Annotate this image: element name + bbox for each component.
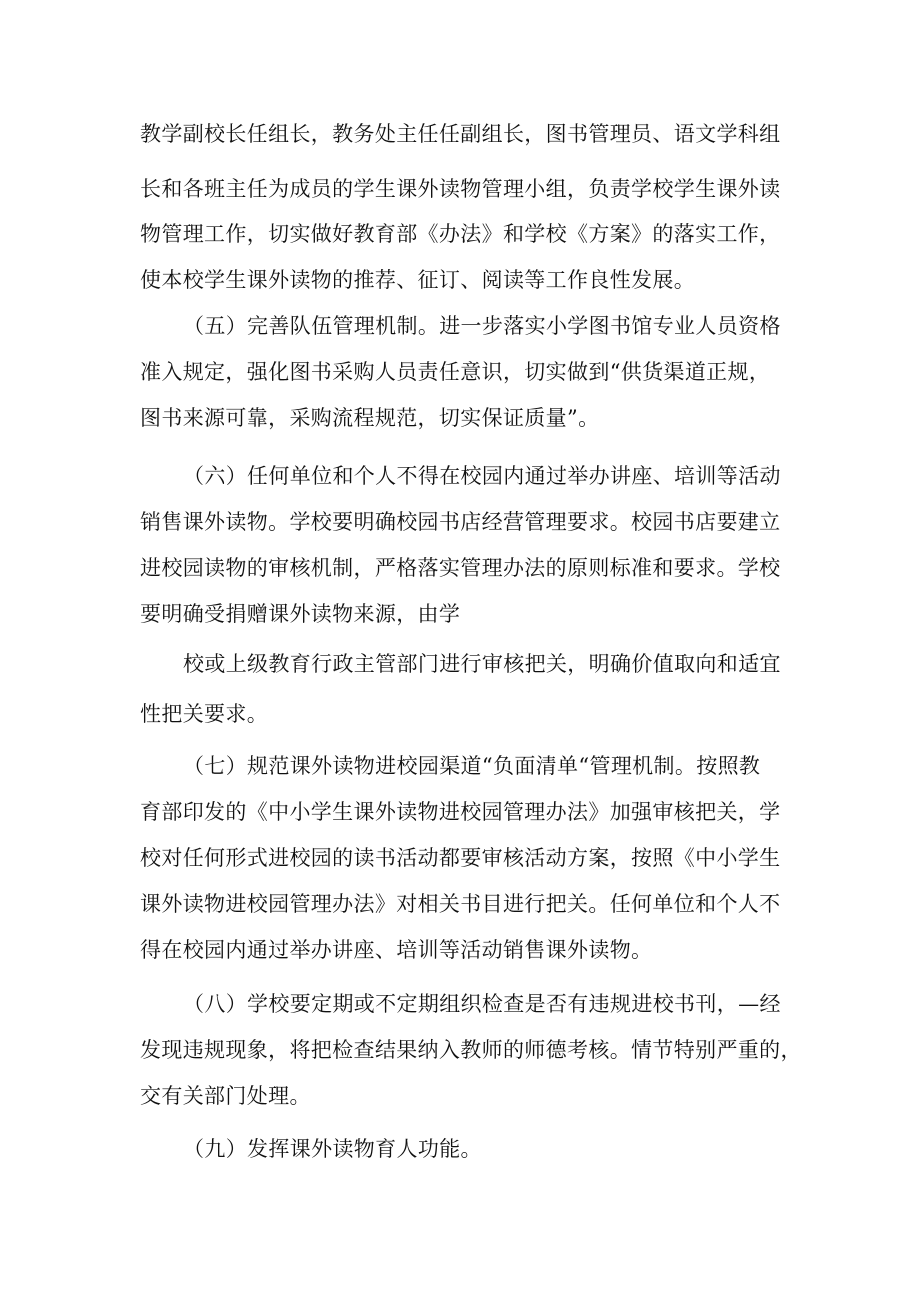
text-line: 使本校学生课外读物的推荐、征订、阅读等工作良性发展。 — [140, 268, 696, 292]
text-line: 校对任何形式进校园的读书活动都要审核活动方案，按照《中小学生 — [140, 846, 781, 870]
paragraph-eight-heading: （八）学校要定期或不定期组织检查是否有违规进校书刊，—经 — [183, 992, 781, 1016]
text-line: 得在校园内通过举办讲座、培训等活动销售课外读物。 — [140, 938, 653, 962]
text-line: 准入规定，强化图书采购人员责任意识，切实做到“供货渠道正规， — [140, 360, 771, 384]
paragraph-five-heading: （五）完善队伍管理机制。进一步落实小学图书馆专业人员资格 — [183, 314, 781, 338]
text-line: 课外读物进校园管理办法》对相关书目进行把关。任何单位和个人不 — [140, 892, 781, 916]
text-line: 要明确受捐赠课外读物来源，由学 — [140, 602, 461, 626]
text-line: 销售课外读物。学校要明确校园书店经营管理要求。校园书店要建立 — [140, 510, 781, 534]
text-line: 育部印发的《中小学生课外读物进校园管理办法》加强审核把关，学 — [140, 800, 781, 824]
text-line: 性把关要求。 — [140, 702, 269, 726]
text-line: 进校园读物的审核机制，严格落实管理办法的原则标准和要求。学校 — [140, 556, 781, 580]
text-line: 校或上级教育行政主管部门进行审核把关，明确价值取向和适宜 — [183, 652, 781, 676]
paragraph-six-heading: （六）任何单位和个人不得在校园内通过举办讲座、培训等活动 — [183, 464, 781, 488]
paragraph-seven-heading: （七）规范课外读物进校园渠道“负面清单“管理机制。按照教 — [183, 754, 761, 778]
text-line: 长和各班主任为成员的学生课外读物管理小组，负责学校学生课外读 — [140, 177, 781, 201]
text-line: 交有关部门处理。 — [140, 1084, 311, 1108]
text-line: 教学副校长任组长，教务处主任任副组长，图书管理员、语文学科组 — [140, 122, 781, 146]
text-line: 发现违规现象，将把检查结果纳入教师的师德考核。情节特别严重的， — [140, 1038, 802, 1062]
paragraph-nine-heading: （九）发挥课外读物育人功能。 — [183, 1137, 482, 1161]
text-line: 物管理工作，切实做好教育部《办法》和学校《方案》的落实工作， — [140, 222, 781, 246]
text-line: 图书来源可靠，采购流程规范，切实保证质量”。 — [140, 406, 600, 430]
